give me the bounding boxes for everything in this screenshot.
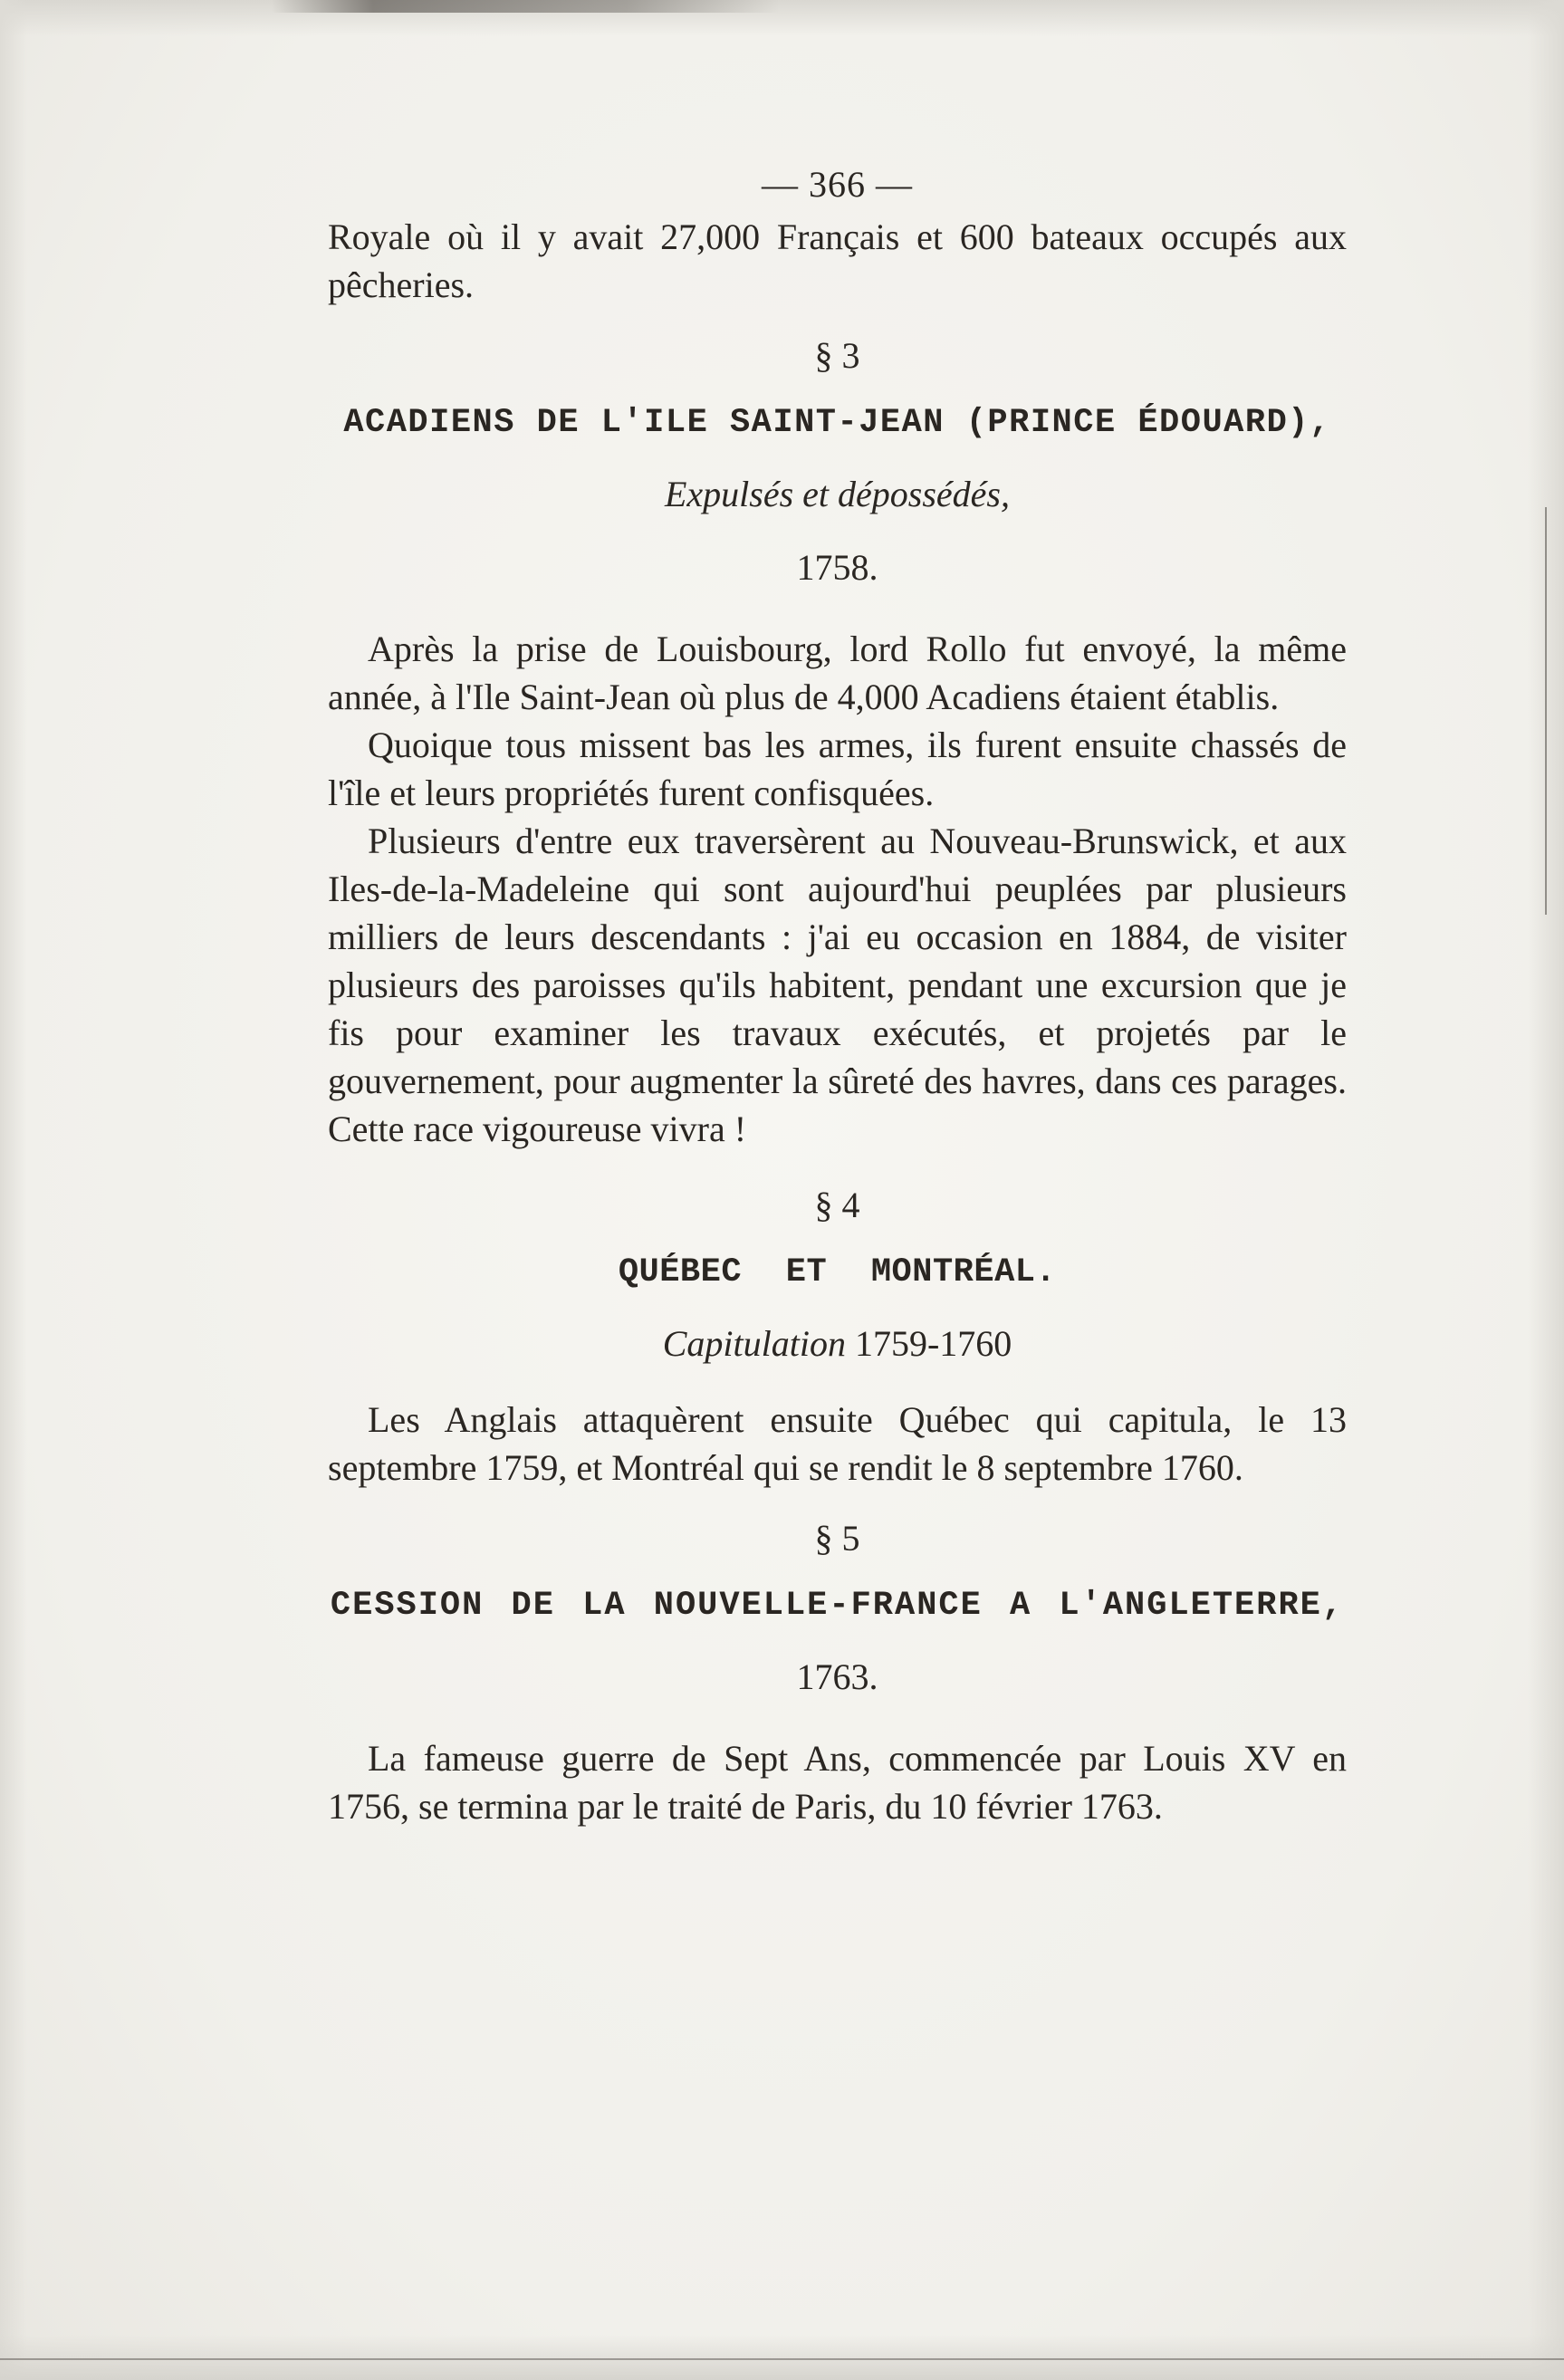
section-year-5: 1763. [796,1656,878,1697]
subtitle-plain-4: 1759-1760 [845,1323,1012,1364]
right-edge-shadow [1528,0,1564,2380]
subtitle-italic-4: Capitulation [662,1323,846,1364]
section-subtitle-3 [328,473,1347,515]
right-edge-line [1545,507,1547,915]
section-heading-4: QUÉBEC ET MONTRÉAL. [618,1253,1057,1291]
top-edge-mark [272,0,779,13]
paragraph-3-3: Plusieurs d'entre eux traversèrent au Nouveau-Brunswick, et aux Iles-de-la-Madeleine qui sont aujourd'hui peuplées par plusieurs milliers de leurs descendants : j'ai eu occasion en 1884, de visiter plusieurs des paroisses qu'ils habitent, pendant une excursion que je fis pour examiner les travaux exécutés, et projetés par le gouvernement, pour augmenter la sûreté des havres, dans ces parages. Cette race vigoureuse vivra ! [328,821,1347,1149]
section-subtitle-4 [328,1322,1347,1365]
paragraph-3-2: Quoique tous missent bas les armes, ils furent ensuite chassés de l'île et leurs propriétés furent confisquées. [328,725,1347,813]
section-heading-5: CESSION DE LA NOUVELLE-FRANCE A L'ANGLETERRE, [330,1587,1345,1625]
paragraph-4-1: Les Anglais attaquèrent ensuite Québec qui capitula, le 13 septembre 1759, et Montréal qui se rendit le 8 septembre 1760. [328,1399,1347,1488]
section-heading-3: ACADIENS DE L'ILE SAINT-JEAN (PRINCE ÉDOUARD), [343,404,1331,442]
paragraph-5-1: La fameuse guerre de Sept Ans, commencée par Louis XV en 1756, se termina par le traité de Paris, du 10 février 1763. [328,1738,1347,1827]
top-edge-shadow [0,0,1564,36]
bottom-edge-line [0,2358,1564,2360]
page-number: — 366 — [762,164,913,205]
paragraph-3-1: Après la prise de Louisbourg, lord Rollo fut envoyé, la même année, à l'Ile Saint-Jean où plus de 4,000 Acadiens étaient établis. [328,629,1347,717]
section-mark-5: § 5 [814,1518,860,1559]
intro-paragraph: Royale où il y avait 27,000 Français et 600 bateaux occupés aux pêcheries. [328,216,1347,305]
page-content [328,163,1347,1830]
section-year-3: 1758. [796,547,878,588]
left-edge-shadow [0,0,27,2380]
subtitle-italic-3: Expulsés et dépossédés, [664,474,1010,514]
section-mark-4: § 4 [814,1185,860,1225]
bottom-edge-shadow [0,2335,1564,2380]
section-mark-3: § 3 [814,335,860,376]
